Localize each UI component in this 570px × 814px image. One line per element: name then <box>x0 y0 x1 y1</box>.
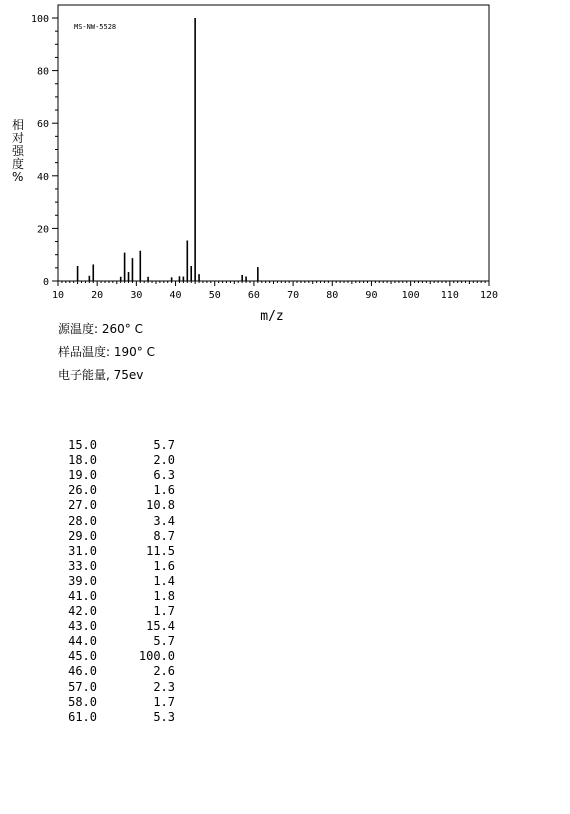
table-row <box>60 649 175 664</box>
mz-value: 41.0 <box>68 588 97 603</box>
y-tick-label: 100 <box>30 14 49 25</box>
mz-value: 26.0 <box>68 483 97 498</box>
table-row <box>60 619 175 634</box>
intensity-value: 1.6 <box>153 483 175 498</box>
table-row <box>60 574 175 589</box>
x-tick-label: 100 <box>401 290 420 301</box>
x-tick-label: 50 <box>208 290 221 301</box>
intensity-value: 3.4 <box>153 513 175 528</box>
table-row <box>60 453 175 468</box>
x-tick-label: 40 <box>169 290 182 301</box>
table-row <box>60 438 175 453</box>
table-row <box>60 710 175 725</box>
mass-spectrum-chart <box>0 0 570 330</box>
mz-value: 27.0 <box>68 498 97 513</box>
intensity-value: 5.7 <box>153 438 175 453</box>
axis-ticks <box>31 14 498 301</box>
source-temperature: 源温度: 260° C <box>58 322 143 336</box>
table-row <box>60 664 175 679</box>
intensity-value: 5.7 <box>153 634 175 649</box>
y-tick-label: 20 <box>36 224 49 236</box>
mz-value: 43.0 <box>68 619 97 634</box>
mz-value: 33.0 <box>68 558 97 573</box>
x-tick-label: 20 <box>91 290 104 301</box>
table-row <box>60 559 175 574</box>
y-tick-label: 80 <box>36 66 49 78</box>
intensity-value: 2.3 <box>153 679 175 694</box>
table-row <box>60 513 175 528</box>
table-row <box>60 544 175 559</box>
table-row <box>60 680 175 695</box>
intensity-value: 1.4 <box>153 573 175 588</box>
intensity-value: 2.6 <box>153 664 175 679</box>
x-tick-label: 60 <box>247 290 260 301</box>
intensity-value: 1.6 <box>153 558 175 573</box>
mz-value: 42.0 <box>68 604 97 619</box>
x-tick-label: 110 <box>440 290 459 301</box>
mz-value: 31.0 <box>68 543 97 558</box>
table-row <box>60 604 175 619</box>
table-row <box>60 589 175 604</box>
mz-value: 61.0 <box>68 709 97 724</box>
table-row <box>60 529 175 544</box>
y-tick-label: 60 <box>36 119 49 131</box>
y-axis-label-3: 强 <box>12 144 25 158</box>
y-tick-label: 0 <box>42 277 49 288</box>
x-tick-label: 70 <box>287 290 300 301</box>
x-tick-label: 30 <box>130 290 143 301</box>
intensity-value: 8.7 <box>153 528 175 543</box>
x-tick-label: 120 <box>479 290 499 301</box>
mz-value: 29.0 <box>68 528 97 543</box>
table-row <box>60 468 175 483</box>
mz-value: 18.0 <box>68 453 97 468</box>
table-row <box>60 483 175 498</box>
intensity-value: 11.5 <box>146 543 175 558</box>
mz-value: 39.0 <box>68 573 97 588</box>
sample-temperature: 样品温度: 190° C <box>58 345 155 359</box>
y-axis-label-4: 度 <box>12 157 25 171</box>
x-tick-label: 90 <box>365 290 378 301</box>
table-row <box>60 695 175 710</box>
peak-bars <box>78 18 258 281</box>
intensity-value: 1.7 <box>153 604 175 619</box>
mz-value: 58.0 <box>68 694 97 709</box>
x-tick-label: 80 <box>326 290 339 301</box>
mz-value: 46.0 <box>68 664 97 679</box>
intensity-value: 1.7 <box>153 694 175 709</box>
spectrum-code: MS-NW-5528 <box>74 23 117 31</box>
y-axis-label-2: 对 <box>12 131 25 145</box>
mz-value: 15.0 <box>68 438 97 453</box>
mz-value: 44.0 <box>68 634 97 649</box>
electron-energy: 电子能量, 75ev <box>58 368 144 382</box>
mz-value: 45.0 <box>68 649 97 664</box>
plot-frame <box>58 5 489 281</box>
y-tick-label: 40 <box>36 171 49 183</box>
intensity-value: 10.8 <box>146 498 175 513</box>
intensity-value: 100.0 <box>138 649 175 664</box>
intensity-value: 1.8 <box>153 588 175 603</box>
mz-value: 57.0 <box>68 679 97 694</box>
y-axis-label-5: % <box>12 170 24 184</box>
intensity-value: 5.3 <box>153 709 175 724</box>
mz-value: 19.0 <box>68 468 97 483</box>
x-axis-label: m/z <box>260 309 284 324</box>
peak-table <box>60 438 175 725</box>
x-tick-label: 10 <box>51 290 65 301</box>
y-axis-label-group <box>12 117 25 184</box>
intensity-value: 6.3 <box>153 468 175 483</box>
intensity-value: 2.0 <box>153 453 175 468</box>
intensity-value: 15.4 <box>146 619 175 634</box>
table-row <box>60 498 175 513</box>
mz-value: 28.0 <box>68 513 97 528</box>
table-row <box>60 634 175 649</box>
y-axis-label-1: 相 <box>12 118 25 132</box>
